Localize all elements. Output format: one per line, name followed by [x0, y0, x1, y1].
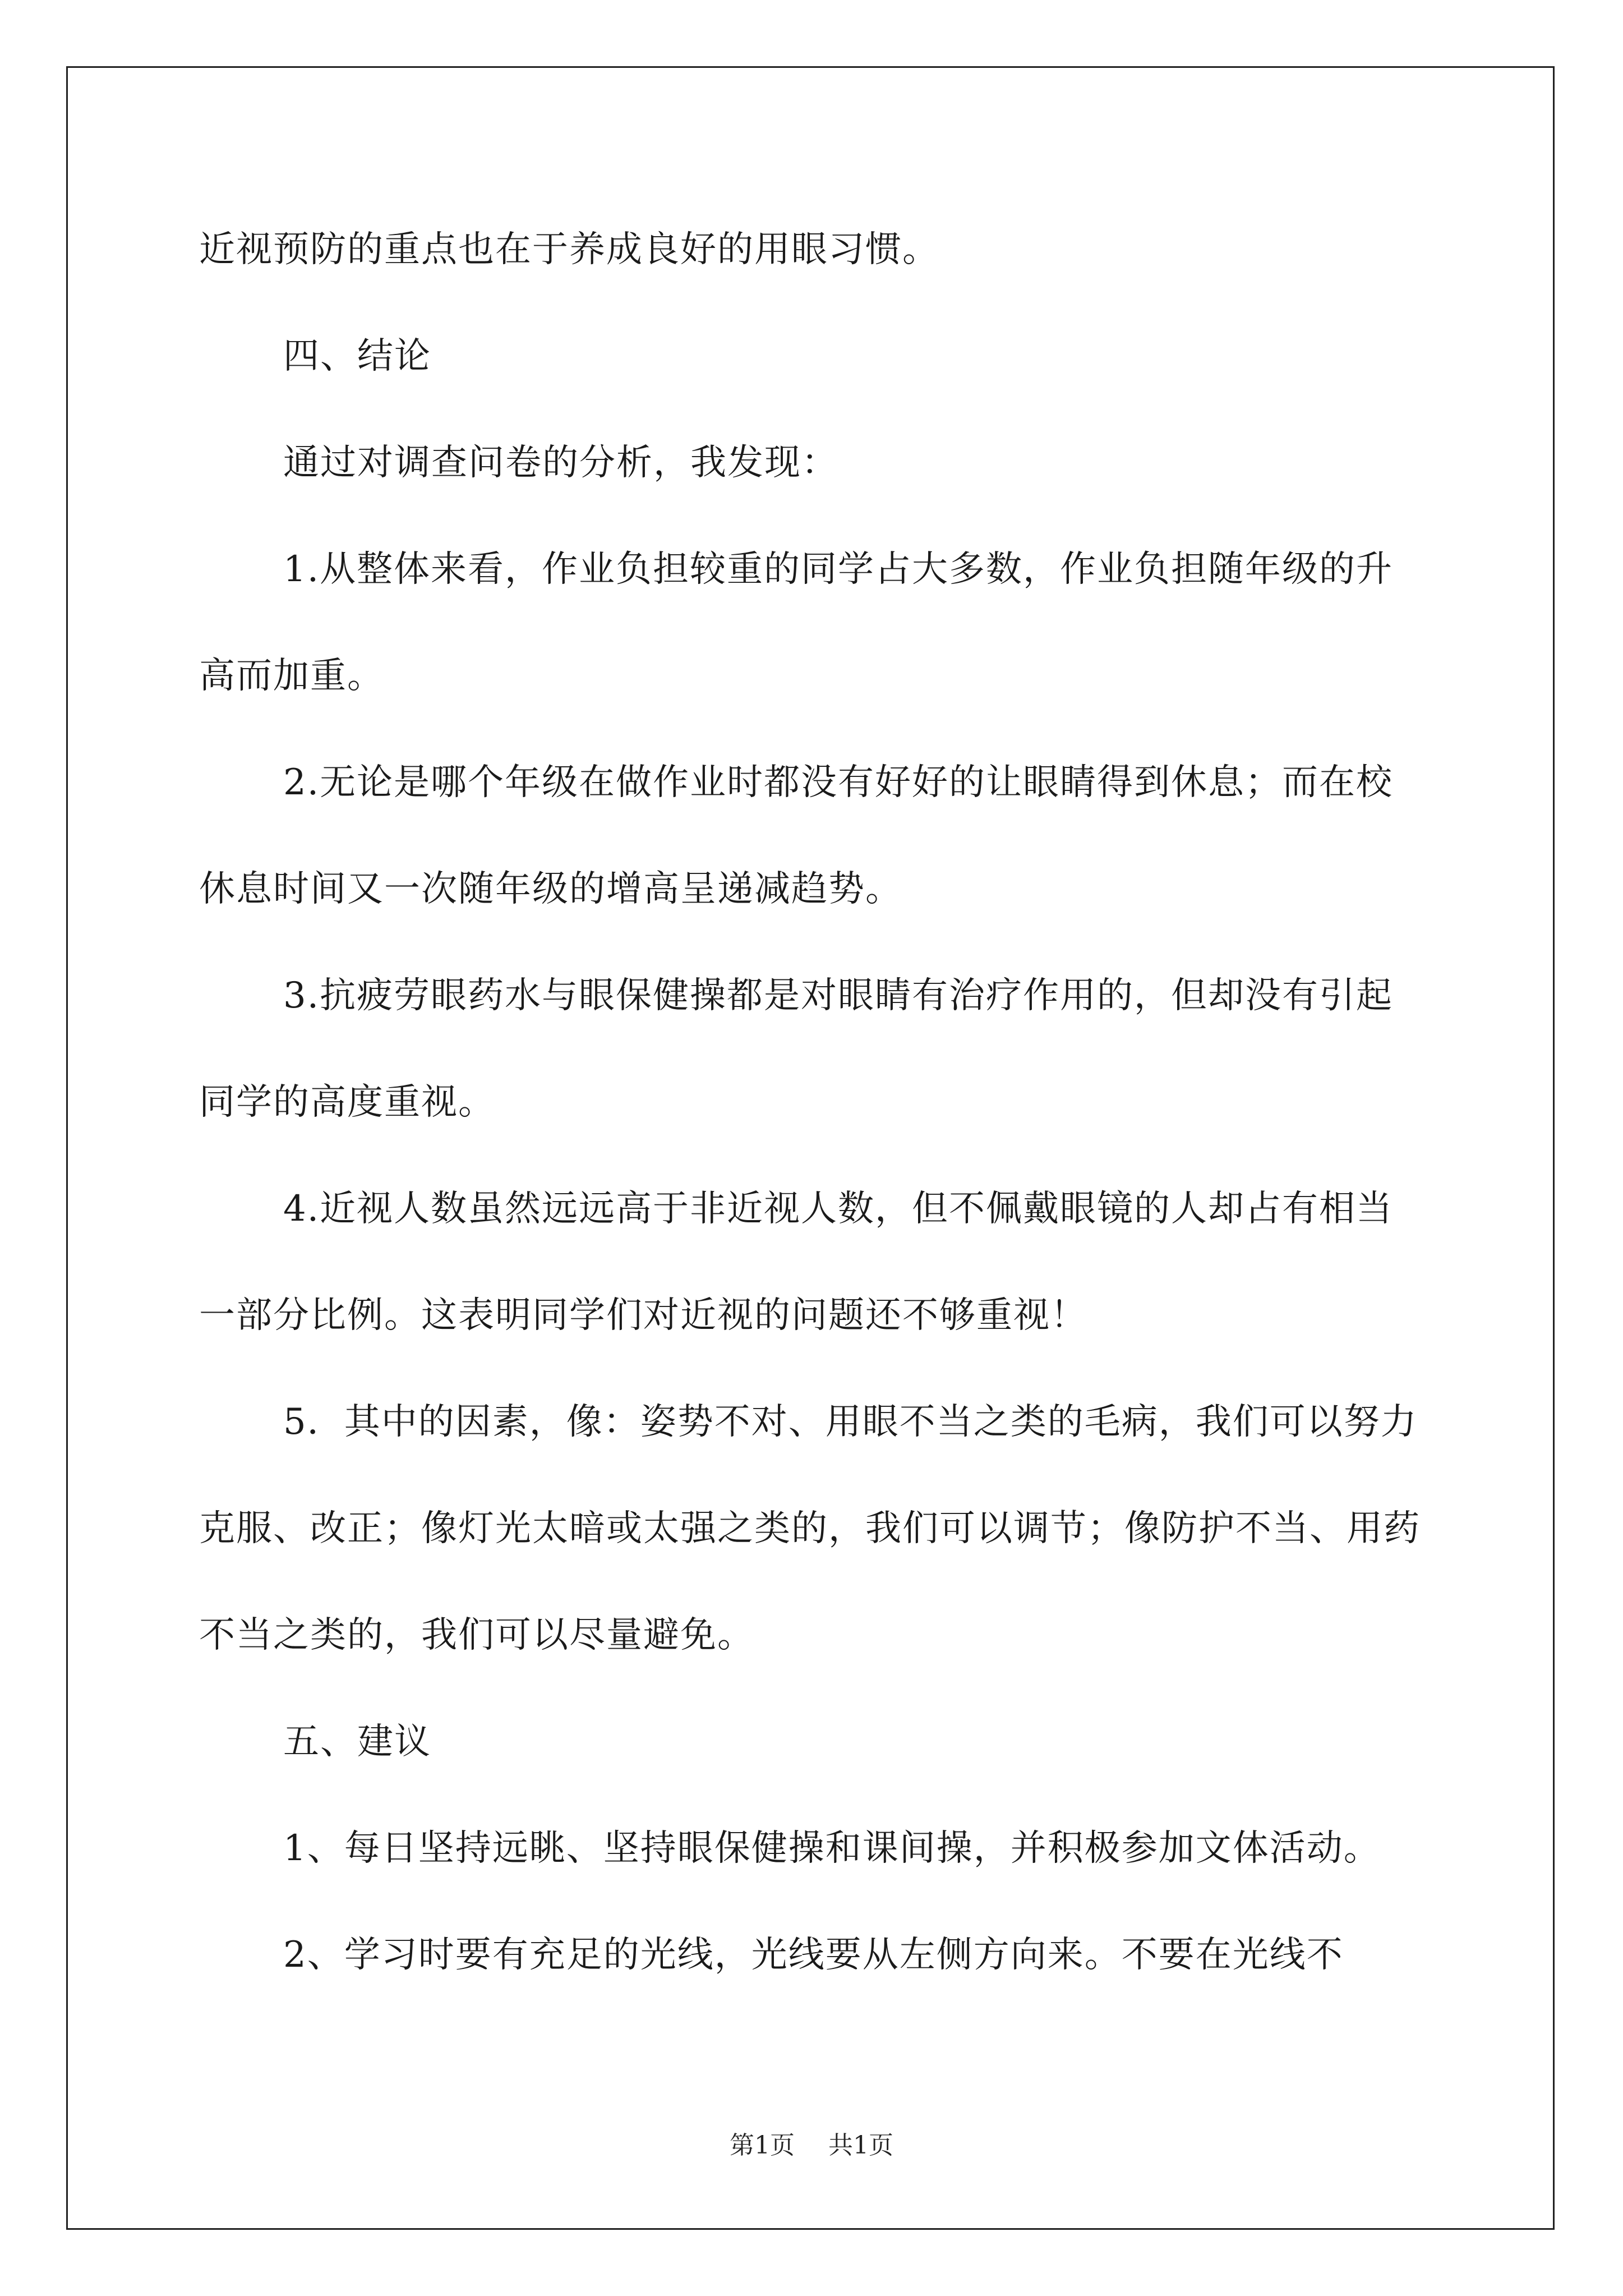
conclusion-item-1: 1.从整体来看，作业负担较重的同学占大多数，作业负担随年级的升高而加重。 — [199, 549, 1394, 697]
conclusion-item-4: 4.近视人数虽然远远高于非近视人数，但不佩戴眼镜的人却占有相当一部分比例。这表明同学们对近视的问题还不够重视！ — [199, 1188, 1394, 1336]
paragraph: 近视预防的重点也在于养成良好的用眼习惯。 — [199, 229, 939, 270]
section-heading-suggestions: 五、建议 — [283, 1721, 431, 1763]
document-body — [199, 196, 1427, 2008]
conclusion-item-5: 5．其中的因素，像：姿势不对、用眼不当之类的毛病，我们可以努力克服、改正；像灯光太暗或太强之类的，我们可以调节；像防护不当、用药不当之类的，我们可以尽量避免。 — [199, 1401, 1421, 1656]
section-heading-conclusion: 四、结论 — [283, 335, 431, 377]
suggestion-item-2: 2、学习时要有充足的光线，光线要从左侧方向来。不要在光线不 — [283, 1934, 1344, 1976]
page-footer — [0, 2129, 1623, 2162]
conclusion-item-2: 2.无论是哪个年级在做作业时都没有好好的让眼睛得到休息；而在校休息时间又一次随年级的增高呈递减趋势。 — [199, 762, 1394, 910]
page-total: 共1页 — [828, 2131, 893, 2160]
paragraph: 通过对调查问卷的分析，我发现： — [283, 442, 838, 484]
conclusion-item-3: 3.抗疲劳眼药水与眼保健操都是对眼睛有治疗作用的，但却没有引起同学的高度重视。 — [199, 975, 1394, 1123]
page-number: 第1页 — [730, 2131, 795, 2160]
suggestion-item-1: 1、每日坚持远眺、坚持眼保健操和课间操，并积极参加文体活动。 — [283, 1828, 1381, 1869]
